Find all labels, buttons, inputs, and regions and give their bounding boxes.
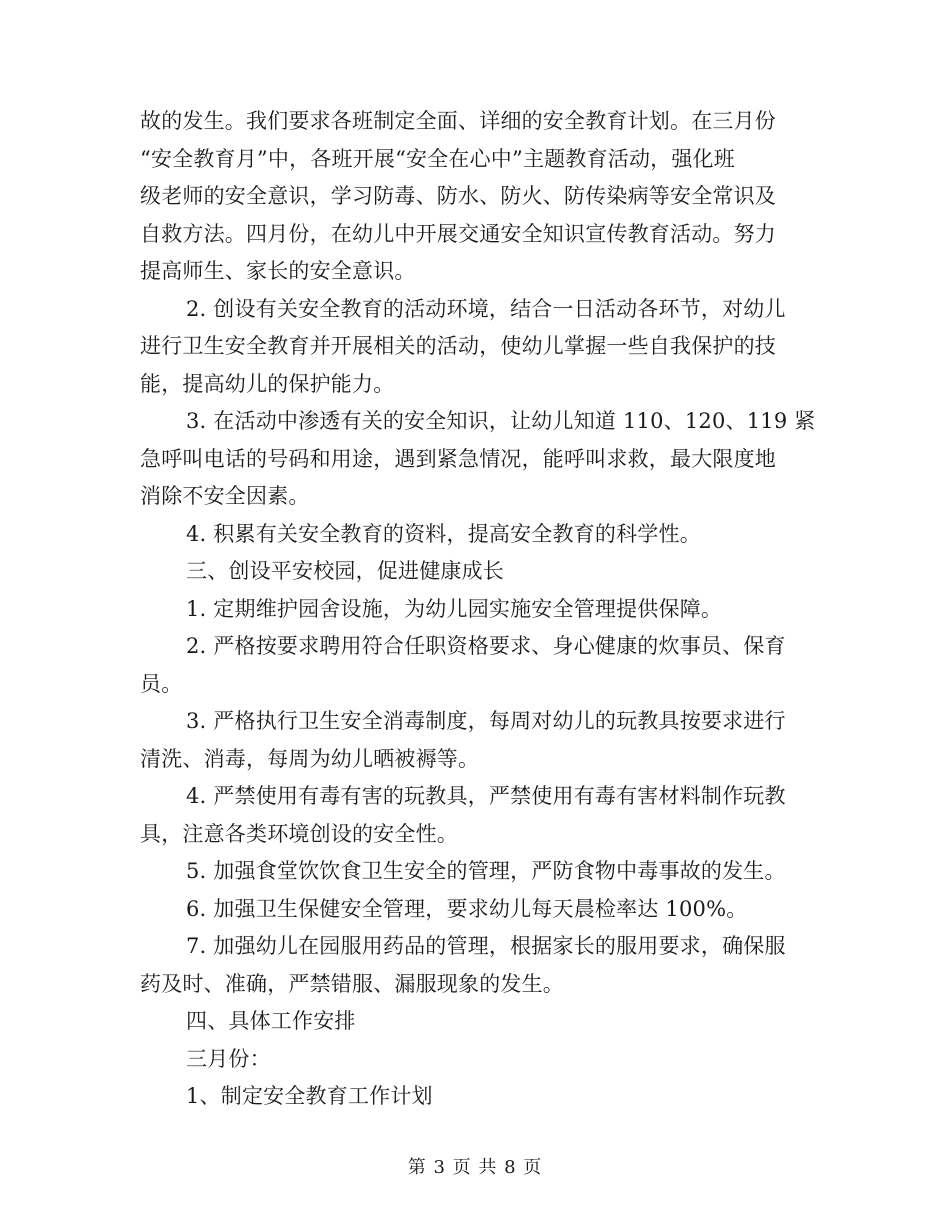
text-line: 具，注意各类环境创设的安全性。 (140, 821, 458, 846)
text-line: 2. 严格按要求聘用符合任职资格要求、身心健康的炊事员、保育 (186, 634, 786, 658)
text-line: 7. 加强幼儿在园服用药品的管理，根据家长的服用要求，确保服 (186, 934, 786, 958)
text-line: 6. 加强卫生保健安全管理，要求幼儿每天晨检率达 100%。 (186, 896, 748, 921)
page-footer: 第 3 页 共 8 页 (407, 1157, 543, 1178)
text-line: 2. 创设有关安全教育的活动环境，结合一日活动各环节，对幼儿 (186, 296, 786, 321)
text-line: 故的发生。我们要求各班制定全面、详细的安全教育计划。在三月份 (140, 109, 776, 133)
text-line: 三月份： (186, 1046, 271, 1071)
text-line: 1、制定安全教育工作计划 (186, 1084, 433, 1108)
text-line: 3. 严格执行卫生安全消毒制度，每周对幼儿的玩教具按要求进行 (186, 709, 786, 733)
text-line: 能，提高幼儿的保护能力。 (140, 371, 395, 396)
text-line: 员。 (140, 671, 183, 696)
text-line: 4. 严禁使用有毒有害的玩教具，严禁使用有毒有害材料制作玩教 (186, 784, 786, 808)
text-line: 进行卫生安全教育并开展相关的活动，使幼儿掌握一些自我保护的技 (140, 334, 776, 358)
text-line: 清洗、消毒，每周为幼儿晒被褥等。 (140, 746, 480, 771)
text-line: 级老师的安全意识，学习防毒、防水、防火、防传染病等安全常识及 (140, 184, 776, 208)
text-line: 急呼叫电话的号码和用途，遇到紧急情况，能呼叫求救，最大限度地 (140, 446, 776, 471)
text-line: 自救方法。四月份，在幼儿中开展交通安全知识宣传教育活动。努力 (140, 221, 776, 246)
text-line: 三、创设平安校园，促进健康成长 (186, 559, 504, 583)
text-line: 5. 加强食堂饮饮食卫生安全的管理，严防食物中毒事故的发生。 (186, 859, 786, 883)
text-line: 3. 在活动中渗透有关的安全知识，让幼儿知道 110、120、119 紧 (186, 409, 816, 433)
text-line: “安全教育月”中，各班开展“安全在心中”主题教育活动，强化班 (140, 146, 735, 171)
text-line: 消除不安全因素。 (140, 484, 310, 508)
text-line: 4. 积累有关安全教育的资料，提高安全教育的科学性。 (186, 521, 701, 546)
text-line: 1. 定期维护园舍设施，为幼儿园实施安全管理提供保障。 (186, 596, 723, 621)
document-body (140, 103, 816, 1116)
text-line: 四、具体工作安排 (186, 1009, 356, 1033)
text-line: 药及时、准确，严禁错服、漏服现象的发生。 (140, 971, 564, 996)
text-line: 提高师生、家长的安全意识。 (140, 259, 416, 283)
